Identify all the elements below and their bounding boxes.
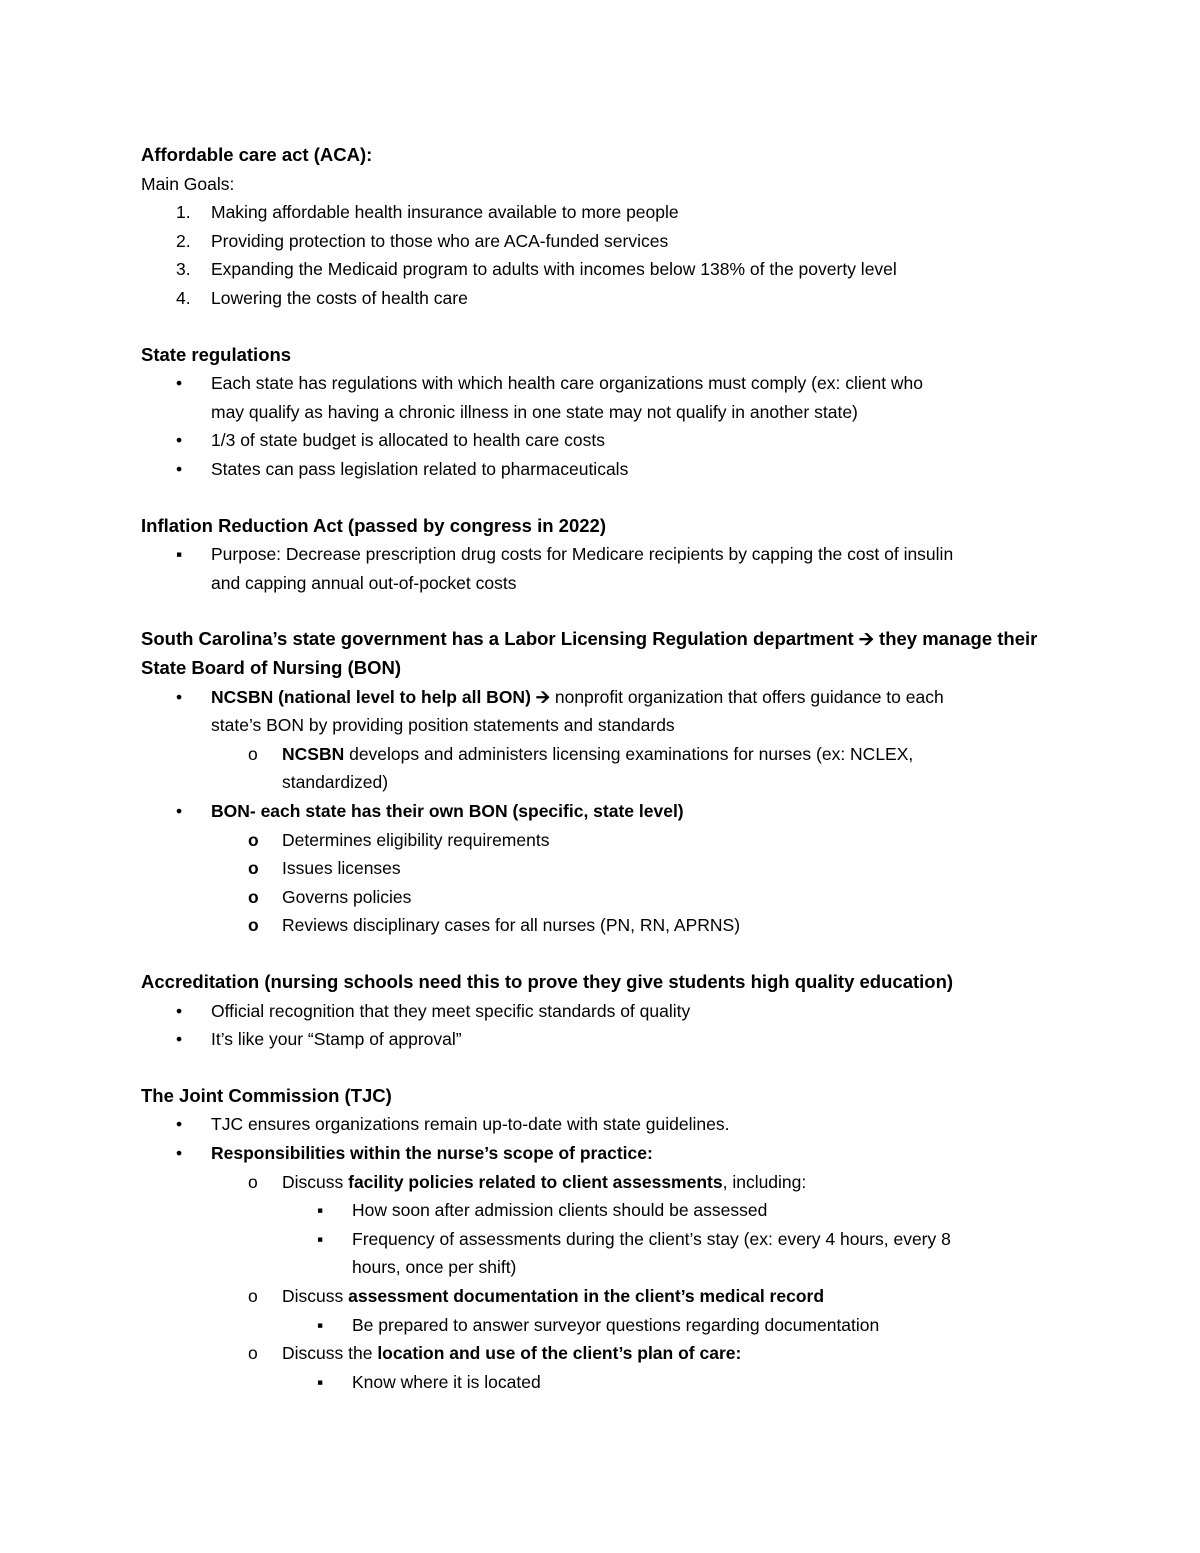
text-segment: States can pass legislation related to pharmaceuticals <box>211 459 629 479</box>
text-segment: standardized) <box>282 772 389 793</box>
text-segment: NCSBN <box>282 743 345 764</box>
list-item-continuation <box>211 569 516 597</box>
list-marker: ▪ <box>176 544 183 565</box>
list-item-continuation <box>352 1253 516 1281</box>
list-marker: • <box>176 430 183 451</box>
section-heading <box>141 968 953 996</box>
list-marker: • <box>176 1000 183 1021</box>
list-item <box>211 1025 462 1053</box>
list-marker: o <box>248 829 259 850</box>
text-segment: Providing protection to those who are ACA-funded services <box>211 230 669 251</box>
list-marker: o <box>248 1286 258 1306</box>
text-segment: Inflation Reduction Act (passed by congress in 2022) <box>141 514 606 536</box>
list-item <box>282 911 740 939</box>
text-segment: Affordable care act (ACA): <box>141 144 373 165</box>
list-marker: 4. <box>176 288 191 308</box>
list-marker: ▪ <box>317 1371 324 1392</box>
text-segment: NCSBN (national level to help all BON) <box>211 686 531 707</box>
list-item <box>211 455 628 483</box>
text-segment: Each state has regulations with which health care organizations must comply (ex: client who <box>211 373 924 394</box>
text-line <box>141 170 234 198</box>
text-segment: The Joint Commission (TJC) <box>141 1084 392 1106</box>
text-segment: Frequency of assessments during the client’s stay (ex: every 4 hours, every 8 <box>352 1228 951 1249</box>
list-item-continuation <box>211 398 858 426</box>
text-segment: How soon after admission clients should be assessed <box>352 1200 768 1221</box>
text-segment: BON- each state has their own BON (specific, state level) <box>211 801 684 821</box>
list-marker: o <box>248 743 258 764</box>
text-segment: Reviews disciplinary cases for all nurses (PN, RN, APRNS) <box>282 915 741 936</box>
list-item <box>211 1110 729 1138</box>
list-item <box>211 797 684 825</box>
list-item <box>282 740 913 768</box>
list-marker: • <box>176 1114 183 1135</box>
text-segment: State Board of Nursing (BON) <box>141 657 402 678</box>
text-segment: Expanding the Medicaid program to adults with incomes below 138% of the poverty level <box>211 259 897 280</box>
text-segment: Purpose: Decrease prescription drug costs for Medicare recipients by capping the cost of insulin <box>211 544 954 565</box>
text-segment: Know where it is located <box>352 1371 541 1392</box>
list-marker: o <box>248 886 259 907</box>
list-item <box>282 854 401 882</box>
list-item <box>282 883 411 911</box>
text-segment: Official recognition that they meet specific standards of quality <box>211 1000 691 1021</box>
text-segment: State regulations <box>141 343 292 365</box>
list-marker: ▪ <box>317 1228 324 1249</box>
section-heading <box>141 625 1037 653</box>
list-item <box>211 997 690 1025</box>
text-segment: Issues licenses <box>282 858 401 879</box>
text-segment: assessment documentation in the client’s medical record <box>348 1286 825 1306</box>
list-marker: • <box>176 459 183 479</box>
list-marker: o <box>248 858 259 879</box>
text-segment: TJC ensures organizations remain up-to-date with state guidelines. <box>211 1114 730 1135</box>
list-item <box>211 1139 653 1167</box>
arrow-right-icon: 🡪 <box>535 686 550 707</box>
arrow-right-icon: 🡪 <box>858 628 874 650</box>
list-marker: 3. <box>176 259 191 280</box>
section-heading <box>141 1082 392 1110</box>
text-segment: state’s BON by providing position statements and standards <box>211 715 675 736</box>
text-segment: South Carolina’s state government has a Labor Licensing Regulation department <box>141 628 859 650</box>
text-segment: Responsibilities within the nurse’s scope of practice: <box>211 1143 653 1163</box>
text-segment: they manage their <box>873 628 1038 650</box>
text-segment: Discuss the <box>282 1343 378 1364</box>
list-item <box>211 369 923 397</box>
list-item-continuation <box>282 768 388 796</box>
list-marker: o <box>248 1171 258 1192</box>
list-marker: ▪ <box>317 1314 324 1335</box>
text-segment: (nursing schools need this to prove they give students high quality education) <box>259 971 954 992</box>
numbered-item <box>211 255 897 283</box>
text-segment: , including: <box>722 1171 807 1192</box>
list-marker: • <box>176 1029 183 1050</box>
list-marker: 1. <box>176 202 191 223</box>
list-item <box>282 1168 806 1196</box>
text-segment: and capping annual out-of-pocket costs <box>211 572 517 593</box>
list-marker: • <box>176 373 183 394</box>
text-segment: facility policies related to client assessments <box>348 1171 723 1192</box>
numbered-item <box>211 284 468 312</box>
list-item <box>282 1282 824 1310</box>
text-segment: develops and administers licensing examinations for nurses (ex: NCLEX, <box>344 743 914 764</box>
list-item <box>352 1196 767 1224</box>
list-marker: ▪ <box>317 1200 324 1221</box>
list-marker: • <box>176 1143 183 1163</box>
text-segment: Governs policies <box>282 886 412 907</box>
text-segment: may qualify as having a chronic illness in one state may not qualify in another state) <box>211 401 858 422</box>
text-segment: Determines eligibility requirements <box>282 829 550 850</box>
text-segment: nonprofit organization that offers guidance to each <box>550 686 944 707</box>
text-segment: location and use of the client’s plan of care: <box>377 1343 742 1364</box>
text-segment: Accreditation <box>141 971 260 992</box>
numbered-item <box>211 198 679 226</box>
list-item <box>352 1225 951 1253</box>
text-segment: Lowering the costs of health care <box>211 288 468 308</box>
text-segment: hours, once per shift) <box>352 1257 517 1278</box>
text-segment: Discuss <box>282 1286 349 1306</box>
text-segment: 1/3 of state budget is allocated to health care costs <box>211 430 605 451</box>
section-heading <box>141 341 291 369</box>
list-item <box>211 683 944 711</box>
list-item <box>352 1311 879 1339</box>
text-segment: Discuss <box>282 1171 349 1192</box>
numbered-item <box>211 227 668 255</box>
list-item <box>211 540 953 568</box>
text-segment: It’s like your “Stamp of approval” <box>211 1029 462 1050</box>
list-marker: • <box>176 686 183 707</box>
text-segment: Main Goals: <box>141 173 235 194</box>
list-item <box>282 1339 741 1367</box>
list-item <box>211 426 605 454</box>
list-item-continuation <box>211 711 675 739</box>
list-marker: • <box>176 801 183 821</box>
list-item <box>282 826 549 854</box>
section-heading <box>141 512 606 540</box>
section-heading <box>141 141 372 169</box>
text-segment: Be prepared to answer surveyor questions regarding documentation <box>352 1314 880 1335</box>
text-segment: Making affordable health insurance available to more people <box>211 202 679 223</box>
section-heading <box>141 654 401 682</box>
list-item <box>352 1368 541 1396</box>
list-marker: o <box>248 1343 258 1364</box>
list-marker: o <box>248 915 259 936</box>
list-marker: 2. <box>176 230 191 251</box>
